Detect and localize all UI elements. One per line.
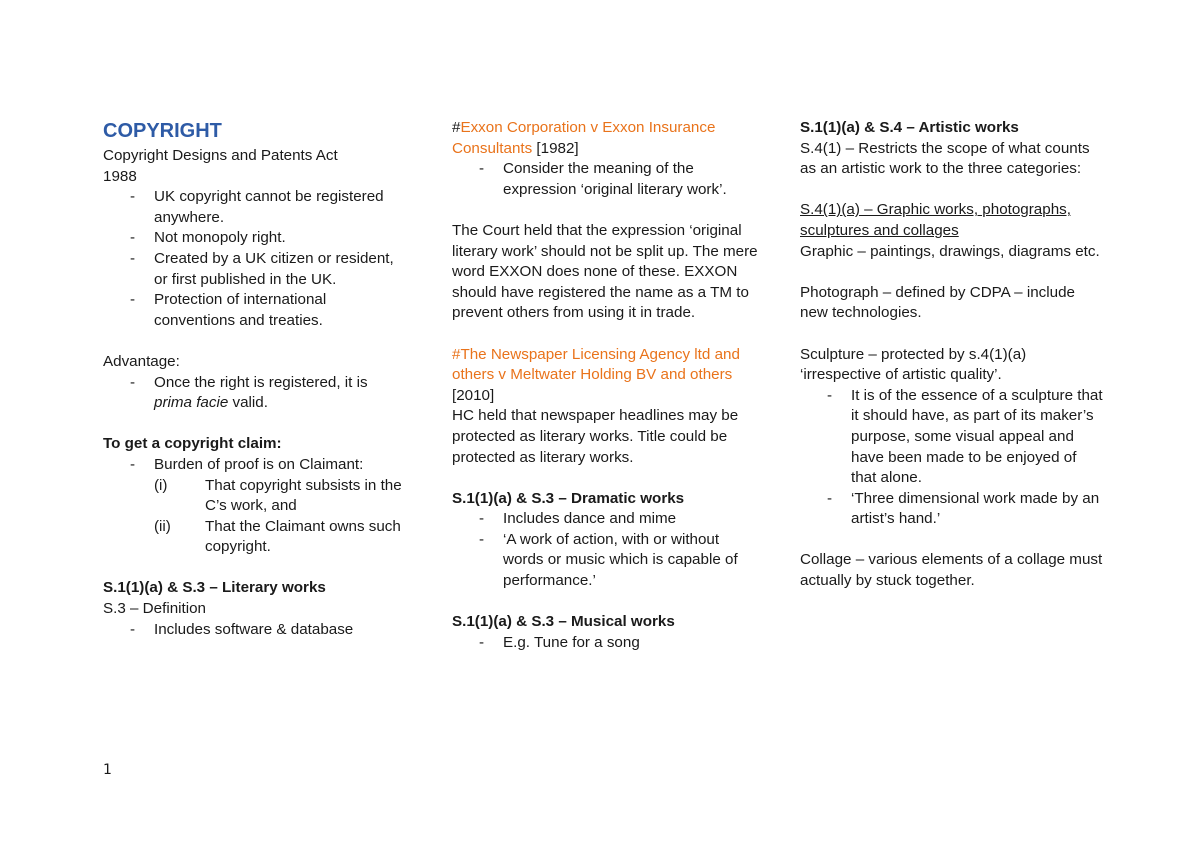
case-exxon-holding: The Court held that the expression ‘original literary work’ should not be split up. The mere word EXXON does none of these. EXXON should have registered the name as a TM to prevent others from using it in trade. [452,221,758,322]
column-2 [452,118,762,653]
collage-text: Collage – various elements of a collage must actually by stuck together. [800,551,1103,590]
sculpture-bullets [800,386,1105,530]
copyright-bullets [103,187,408,331]
list-item: - It is of the essence of a sculpture that it should have, as part of its maker’s purpose, some visual appeal and have been made to be enjoyed of that alone. [800,386,1105,489]
claim-heading: To get a copyright claim: [103,435,282,453]
photograph-text: Photograph – defined by CDPA – include new technologies. [800,283,1075,322]
item-number: (ii) [154,517,171,535]
case-exxon-bullets [452,159,762,200]
list-item [103,476,408,517]
item-text: That the Claimant owns such copyright. [205,517,401,556]
literary-heading: S.1(1)(a) & S.3 – Literary works [103,579,326,597]
case-year: [1982] [532,139,579,157]
case-name: Exxon Corporation v Exxon Insurance Consultants [452,119,716,157]
case-hash: # [452,345,461,363]
artistic-text: S.4(1) – Restricts the scope of what counts as an artistic work to the three categories: [800,139,1090,178]
artistic-heading: S.1(1)(a) & S.4 – Artistic works [800,119,1019,136]
item-text: That copyright subsists in the C’s work, and [205,476,402,515]
list-item: - Includes software & database [103,620,408,641]
list-item: - Includes dance and mime [452,509,762,530]
list-item: - UK copyright cannot be registered anywhere. [103,187,408,228]
graphic-heading: S.4(1)(a) – Graphic works, photographs, sculptures and collages [800,201,1071,239]
musical-bullets [452,633,762,654]
case-newspaper-holding: HC held that newspaper headlines may be protected as literary works. Title could be protected as literary works. [452,407,739,466]
list-item [103,373,408,414]
column-1 [103,118,408,640]
act-name-line2: 1988 [103,167,137,185]
list-item: - E.g. Tune for a song [452,633,762,654]
literary-bullets [103,620,408,641]
list-item: - Protection of international conventions and treaties. [103,290,408,331]
document-title: COPYRIGHT [103,120,222,142]
literary-definition: S.3 – Definition [103,600,206,618]
item-number: (i) [154,476,168,494]
advantage-label: Advantage: [103,352,180,370]
claim-sublist [103,476,408,558]
case-newspaper-citation [452,345,762,407]
list-item: - Burden of proof is on Claimant: [103,455,408,476]
case-hash: # [452,119,461,136]
dramatic-heading: S.1(1)(a) & S.3 – Dramatic works [452,489,685,507]
dramatic-bullets [452,509,762,591]
list-item: - Not monopoly right. [103,228,408,249]
page-number: 1 [103,762,112,778]
graphic-text: Graphic – paintings, drawings, diagrams etc. [800,242,1100,260]
list-item: - ‘Three dimensional work made by an artist’s hand.’ [800,489,1105,530]
advantage-text: Once the right is registered, it is [154,373,368,391]
musical-heading: S.1(1)(a) & S.3 – Musical works [452,613,675,631]
list-item: - ‘A work of action, with or without words or music which is capable of performance.’ [452,530,762,592]
case-name: The Newspaper Licensing Agency ltd and others v Meltwater Holding BV and others [452,345,740,384]
claim-bullets [103,455,408,476]
sculpture-text: Sculpture – protected by s.4(1)(a) ‘irrespective of artistic quality’. [800,345,1027,384]
advantage-text-end: valid. [228,394,268,412]
list-item [103,517,408,558]
case-year: [2010] [452,386,495,404]
list-item: - Consider the meaning of the expression ‘original literary work’. [452,159,762,200]
advantage-italic: prima facie [154,394,229,412]
case-exxon-citation [452,118,762,159]
act-name-line1: Copyright Designs and Patents Act [103,147,338,164]
advantage-bullets [103,373,408,414]
list-item: - Created by a UK citizen or resident, or first published in the UK. [103,249,408,290]
column-3 [800,118,1105,592]
